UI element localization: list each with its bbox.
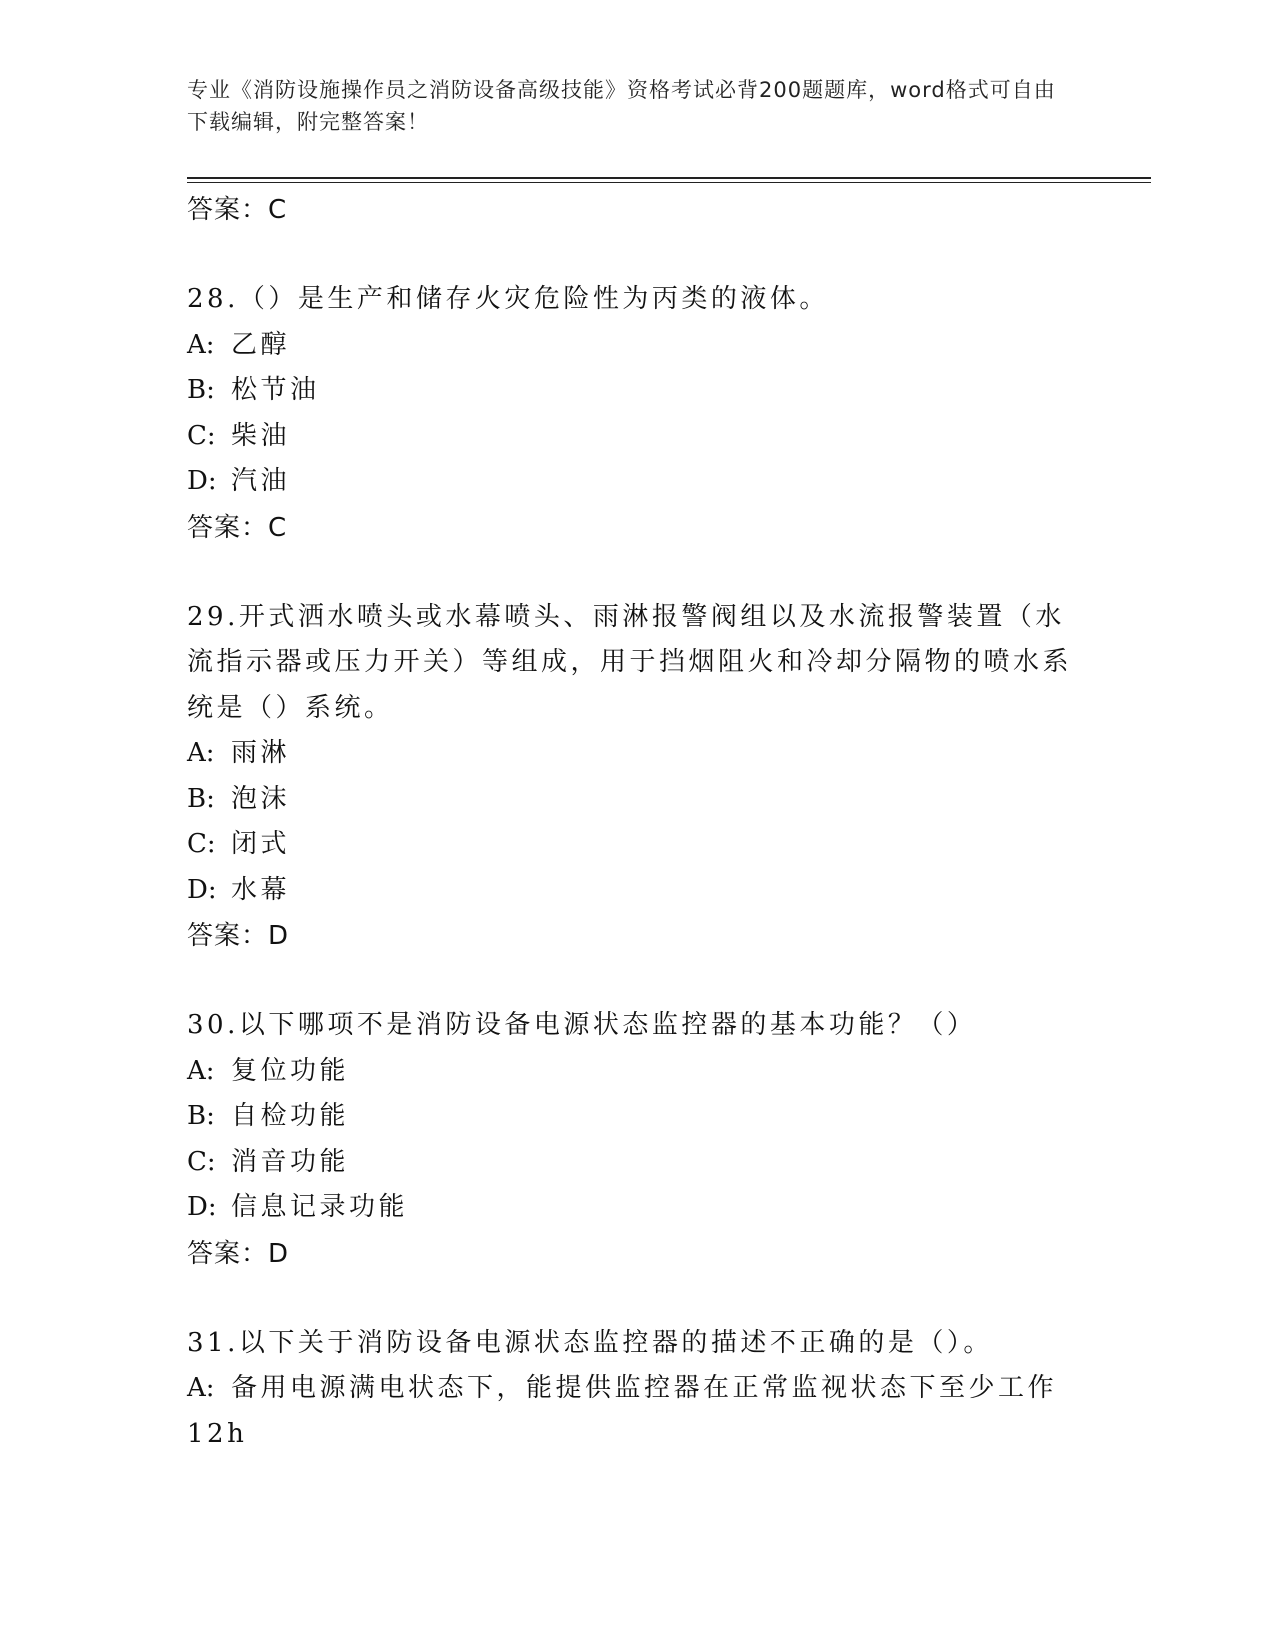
option-tag: D: [187, 874, 217, 905]
option-b [187, 368, 1087, 414]
option-text: 水幕 [231, 874, 291, 905]
question-stem: 29.开式洒水喷头或水幕喷头、雨淋报警阀组以及水流报警装置（水流指示器或压力开关）等组成，用于挡烟阻火和冷却分隔物的喷水系统是（）系统。 [187, 601, 1073, 723]
option-d [187, 868, 1087, 914]
option-text: 备用电源满电状态下，能提供监控器在正常监视状态下至少工作12h [187, 1373, 1058, 1449]
option-c [187, 1140, 1087, 1186]
option-a [187, 1049, 1087, 1095]
option-text: 信息记录功能 [231, 1192, 409, 1222]
option-text: 雨淋 [231, 738, 291, 768]
option-tag: B: [187, 783, 215, 814]
option-text: 柴油 [231, 420, 291, 451]
option-text: 汽油 [231, 466, 291, 496]
option-tag: A: [187, 738, 215, 768]
option-text: 泡沫 [231, 783, 291, 814]
document-header: 专业《消防设施操作员之消防设备高级技能》资格考试必背200题题库，word格式可自由下载编辑，附完整答案！ [187, 78, 1056, 134]
option-text: 自检功能 [231, 1101, 350, 1131]
answer: 答案：D [187, 1238, 290, 1269]
option-tag: A: [187, 1373, 215, 1403]
answer: 答案：C [187, 512, 288, 543]
question-stem: 28.（）是生产和储存火灾危险性为丙类的液体。 [187, 284, 829, 314]
question-30 [187, 1003, 1087, 1277]
option-tag: B: [187, 375, 215, 405]
previous-answer: 答案：C [187, 195, 288, 225]
question-list [187, 187, 1087, 1457]
option-tag: A: [187, 329, 215, 360]
option-tag: D: [187, 466, 217, 496]
option-tag: B: [187, 1101, 215, 1131]
option-tag: A: [187, 1055, 215, 1086]
option-text: 消音功能 [231, 1146, 350, 1177]
question-31 [187, 1321, 1087, 1458]
option-d [187, 459, 1087, 505]
header-divider-thick [187, 177, 1151, 179]
question-stem: 31.以下关于消防设备电源状态监控器的描述不正确的是（）。 [187, 1327, 993, 1358]
option-tag: C: [187, 1146, 216, 1177]
option-tag: C: [187, 829, 216, 859]
question-28 [187, 277, 1087, 551]
option-a [187, 1366, 1087, 1457]
option-text: 松节油 [231, 375, 320, 405]
question-29 [187, 595, 1087, 960]
question-stem: 30.以下哪项不是消防设备电源状态监控器的基本功能？（） [187, 1010, 977, 1040]
answer: 答案：D [187, 921, 290, 951]
option-b [187, 1094, 1087, 1140]
option-c [187, 822, 1087, 868]
option-a [187, 323, 1087, 369]
option-tag: D: [187, 1192, 217, 1222]
option-text: 乙醇 [231, 329, 291, 360]
option-a [187, 731, 1087, 777]
option-text: 复位功能 [231, 1055, 350, 1086]
option-c [187, 414, 1087, 460]
option-tag: C: [187, 420, 216, 451]
header-divider-thin [187, 182, 1151, 183]
option-b [187, 777, 1087, 823]
option-text: 闭式 [231, 829, 291, 859]
option-d [187, 1185, 1087, 1231]
